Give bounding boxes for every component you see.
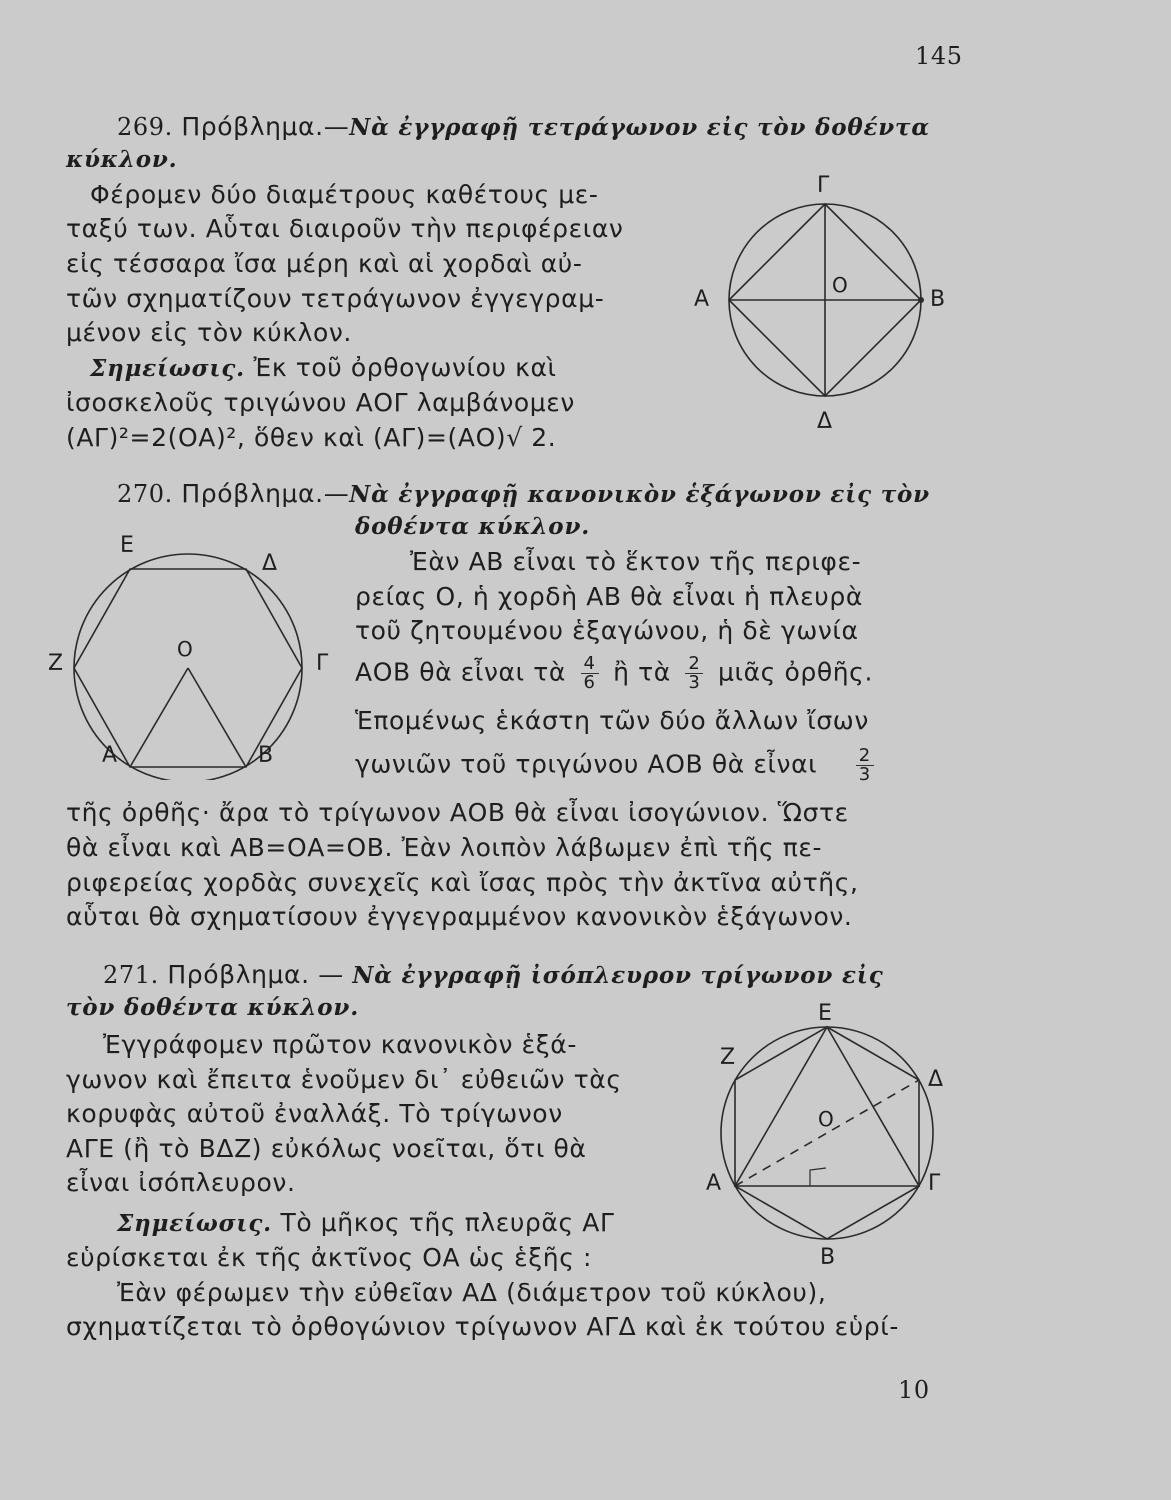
label-gamma: Γ [817,173,830,198]
fraction-2-3 [856,747,874,784]
text: ΑΟΒ θὰ εἶναι τὰ [355,657,566,687]
fraction-line [355,747,880,784]
problem-title-continued: τὸν δοθέντα κύκλον. [66,994,359,1021]
label-delta: Δ [262,551,278,576]
label-alpha: Α [706,1171,722,1196]
text-line: σχηματίζεται τὸ ὀρθογώνιον τρίγωνον ΑΓΔ καὶ ἐκ τούτου εὑρί- [66,1312,899,1341]
problem-number: 269. [117,113,173,141]
problem-270-heading [117,479,930,508]
fraction-line [355,655,873,692]
formula-line: (ΑΓ)²=2(ΟΑ)², ὅθεν καὶ (ΑΓ)=(ΑΟ)√ 2. [66,423,557,452]
note-label: Σημείωσις. [117,1210,272,1237]
text-line: Φέρομεν δύο διαμέτρους καθέτους με- [90,180,599,209]
label-beta: Β [258,743,274,768]
text: ἢ τὰ [613,657,671,687]
denominator: 6 [583,672,596,693]
label-beta: Β [930,287,946,312]
problem-title: Νὰ ἐγγραφῇ κανονικὸν ἑξάγωνον εἰς τὸν [349,481,930,508]
label-delta: Δ [817,409,833,434]
label-alpha: Α [694,287,710,312]
text-line: ρείας Ο, ἡ χορδὴ ΑΒ θὰ εἶναι ἡ πλευρὰ [355,582,863,611]
label-zeta: Ζ [48,651,64,676]
text-line: τῆς ὀρθῆς· ἄρα τὸ τρίγωνον ΑΟΒ θὰ εἶναι ἰσογώνιον. Ὥστε [66,798,849,827]
label-zeta: Ζ [720,1045,736,1070]
problem-label: Πρόβλημα. [181,112,324,141]
figure-inscribed-square [680,160,950,435]
text-line: εὑρίσκεται ἐκ τῆς ἀκτῖνος ΟΑ ὡς ἑξῆς : [66,1243,593,1272]
numerator: 2 [685,655,703,674]
text-line: κορυφὰς αὐτοῦ ἐναλλάξ. Τὸ τρίγωνον [66,1099,563,1128]
text-line: τοῦ ζητουμένου ἑξαγώνου, ἡ δὲ γωνία [355,616,859,645]
figure-inscribed-hexagon [40,530,340,780]
dash: — [318,960,344,989]
page-number: 145 [915,42,963,70]
text-line: μένον εἰς τὸν κύκλον. [66,318,352,347]
problem-271-heading [103,960,884,989]
label-epsilon: Ε [120,533,135,558]
problem-title-continued: κύκλον. [66,146,178,173]
label-epsilon: Ε [818,1001,833,1026]
problem-number: 271. [103,961,159,989]
text-line: Ἐὰν ΑΒ εἶναι τὸ ἕκτον τῆς περιφε- [410,547,862,576]
label-delta: Δ [928,1067,944,1092]
text-line: εἰς τέσσαρα ἴσα μέρη καὶ αἱ χορδαὶ αὐ- [66,249,583,278]
note-text: Τὸ μῆκος τῆς πλευρᾶς ΑΓ [280,1208,615,1237]
denominator: 3 [858,764,871,785]
dash: — [323,112,350,141]
text: μιᾶς ὀρθῆς. [718,657,873,687]
note-line [90,353,557,382]
text-line: Ἐγγράφομεν πρῶτον κανονικὸν ἑξά- [103,1030,577,1059]
problem-label: Πρόβλημα. [181,479,324,508]
text-line: Ἐὰν φέρωμεν τὴν εὐθεῖαν ΑΔ (διάμετρον τοῦ κύκλου), [117,1278,827,1307]
footer-number: 10 [898,1376,930,1404]
numerator: 2 [856,747,874,766]
label-beta: Β [820,1245,836,1270]
fraction-4-6 [581,655,599,692]
text-line: ἰσοσκελοῦς τριγώνου ΑΟΓ λαμβάνομεν [66,388,575,417]
problem-label: Πρόβλημα. [167,960,310,989]
text-line: ταξύ των. Αὗται διαιροῦν τὴν περιφέρειαν [66,214,624,243]
text-line: θὰ εἶναι καὶ ΑΒ=ΟΑ=ΟΒ. Ἐὰν λοιπὸν λάβωμεν ἐπὶ τῆς πε- [66,833,823,862]
problem-title: Νὰ ἐγγραφῇ τετράγωνον εἰς τὸν δοθέντα [349,114,930,141]
text-line: ριφερείας χορδὰς συνεχεῖς καὶ ἴσας πρὸς τὴν ἀκτῖνα αὐτῆς, [66,868,859,897]
problem-title: Νὰ ἐγγραφῇ ἰσόπλευρον τρίγωνον εἰς [352,962,884,989]
label-gamma: Γ [928,1171,941,1196]
label-gamma: Γ [316,651,329,676]
problem-number: 270. [117,480,173,508]
note-text: Ἐκ τοῦ ὀρθογωνίου καὶ [253,353,557,382]
note-line [117,1208,615,1237]
note-label: Σημείωσις. [90,355,245,382]
label-center: Ο [177,637,194,661]
text-line: αὗται θὰ σχηματίσουν ἐγγεγραμμένον κανονικὸν ἑξάγωνον. [66,902,853,931]
text-line: εἶναι ἰσόπλευρον. [66,1168,296,1197]
numerator: 4 [581,655,599,674]
denominator: 3 [688,672,701,693]
problem-title-continued: δοθέντα κύκλον. [355,513,591,540]
label-alpha: Α [102,743,118,768]
label-center: Ο [832,273,849,297]
text-line: τῶν σχηματίζουν τετράγωνον ἐγγεγραμ- [66,284,605,313]
text: γωνιῶν τοῦ τριγώνου ΑΟΒ θὰ εἶναι [355,749,818,779]
figure-inscribed-triangle [700,1000,960,1270]
problem-269-heading [117,112,930,141]
text-line: Ἑπομένως ἑκάστη τῶν δύο ἄλλων ἴσων [355,706,869,735]
text-line: γωνον καὶ ἔπειτα ἑνοῦμεν δι᾽ εὐθειῶν τὰς [66,1065,622,1094]
fraction-2-3 [685,655,703,692]
text-line: ΑΓΕ (ἢ τὸ ΒΔΖ) εὐκόλως νοεῖται, ὅτι θὰ [66,1134,587,1163]
dash: — [323,479,350,508]
label-center: Ο [818,1107,835,1131]
